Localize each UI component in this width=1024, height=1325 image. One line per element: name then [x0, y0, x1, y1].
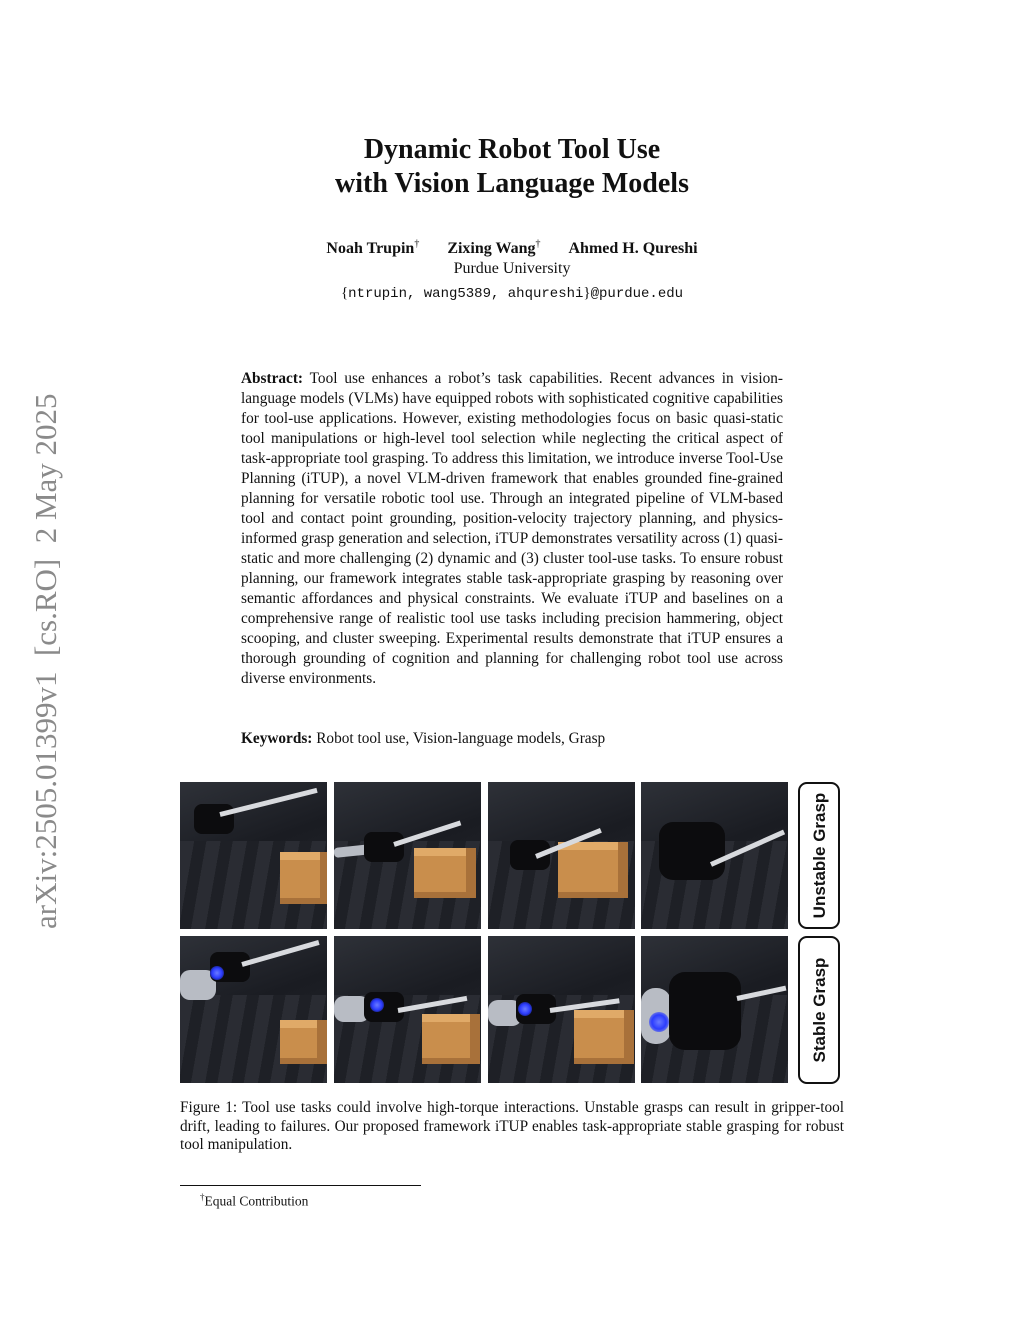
figure-photo-stable-1	[180, 936, 327, 1083]
figure-photo-stable-3	[488, 936, 635, 1083]
arxiv-identifier-text: arXiv:2505.01399v1 [cs.RO] 2 May 2025	[28, 393, 63, 929]
row-label-unstable-grasp	[798, 782, 840, 929]
author-emails[interactable]	[200, 283, 824, 304]
figure-caption: Figure 1: Tool use tasks could involve high-torque interactions. Unstable grasps can result in gripper-tool drift, leading to failures. Our proposed framework iTUP enables task-appropriate stable grasping for robust tool manipulation.	[180, 1099, 844, 1153]
email-open-brace: {	[340, 285, 349, 301]
author-name: Ahmed H. Qureshi	[568, 240, 698, 258]
abstract	[241, 369, 783, 689]
arxiv-identifier	[16, 345, 76, 935]
email-usernames: ntrupin, wang5389, ahqureshi	[348, 286, 584, 302]
affiliation: Purdue University	[453, 260, 571, 277]
figure-photo-unstable-2	[334, 782, 481, 929]
title-line-1: Dynamic Robot Tool Use	[363, 134, 661, 165]
footnote	[200, 1188, 308, 1211]
figure-photo-unstable-3	[488, 782, 635, 929]
figure-photo-unstable-1	[180, 782, 327, 929]
figure-photo-stable-2	[334, 936, 481, 1083]
email-domain: @purdue.edu	[590, 286, 684, 302]
figure-photo-unstable-4	[641, 782, 788, 929]
footnote-rule	[180, 1185, 421, 1186]
author	[569, 240, 698, 257]
figure-1	[180, 782, 844, 1084]
author-name: Zixing Wang	[447, 240, 536, 258]
author-name: Noah Trupin	[326, 240, 415, 258]
author	[326, 240, 419, 257]
author-mark: †	[414, 239, 420, 250]
keywords-label: Keywords:	[241, 730, 313, 747]
row-label-unstable-text: Unstable Grasp	[810, 792, 829, 919]
figure-photo-stable-4	[641, 936, 788, 1083]
keywords-text: Robot tool use, Vision-language models, Grasp	[316, 730, 606, 747]
abstract-label: Abstract:	[241, 370, 304, 387]
row-label-stable-text: Stable Grasp	[810, 957, 829, 1063]
email-close-brace: }	[583, 285, 591, 301]
row-label-stable-grasp	[798, 936, 840, 1084]
title-line-2: with Vision Language Models	[335, 168, 689, 199]
author	[447, 240, 540, 257]
author-list	[200, 235, 824, 259]
paper-title	[200, 133, 824, 201]
abstract-text: Tool use enhances a robot’s task capabilities. Recent advances in vision-language models (VLMs) have equipped robots with sophisticated cognitive capabilities for tool-use applications. However, existing methodologies focus on basic quasi-static tool manipulations or high-level tool selection while neglecting the critical aspect of task-appropriate tool grasping. To address this limitation, we introduce inverse Tool-Use Planning (iTUP), a novel VLM-driven framework that enables grounded fine-grained planning for versatile robotic tool use. Through an integrated pipeline of VLM-based tool and contact point grounding, position-velocity trajectory planning, and physics-informed grasp generation and selection, iTUP demonstrates versatility across (1) quasi-static and more challenging (2) dynamic and (3) cluster tool-use tasks. To ensure robust planning, our framework integrates stable task-appropriate grasping by reasoning over semantic affordances and physical constraints. We evaluate iTUP and baselines on a comprehensive range of realistic tool use tasks including precision hammering, object scooping, and cluster sweeping. Experimental results demonstrate that iTUP ensures a thorough grounding of cognition and planning for challenging robot tool use across diverse environments.	[241, 370, 783, 687]
keywords	[241, 729, 783, 749]
author-mark: †	[535, 239, 541, 250]
footnote-mark: †	[200, 1192, 205, 1202]
footnote-text: Equal Contribution	[204, 1193, 309, 1209]
